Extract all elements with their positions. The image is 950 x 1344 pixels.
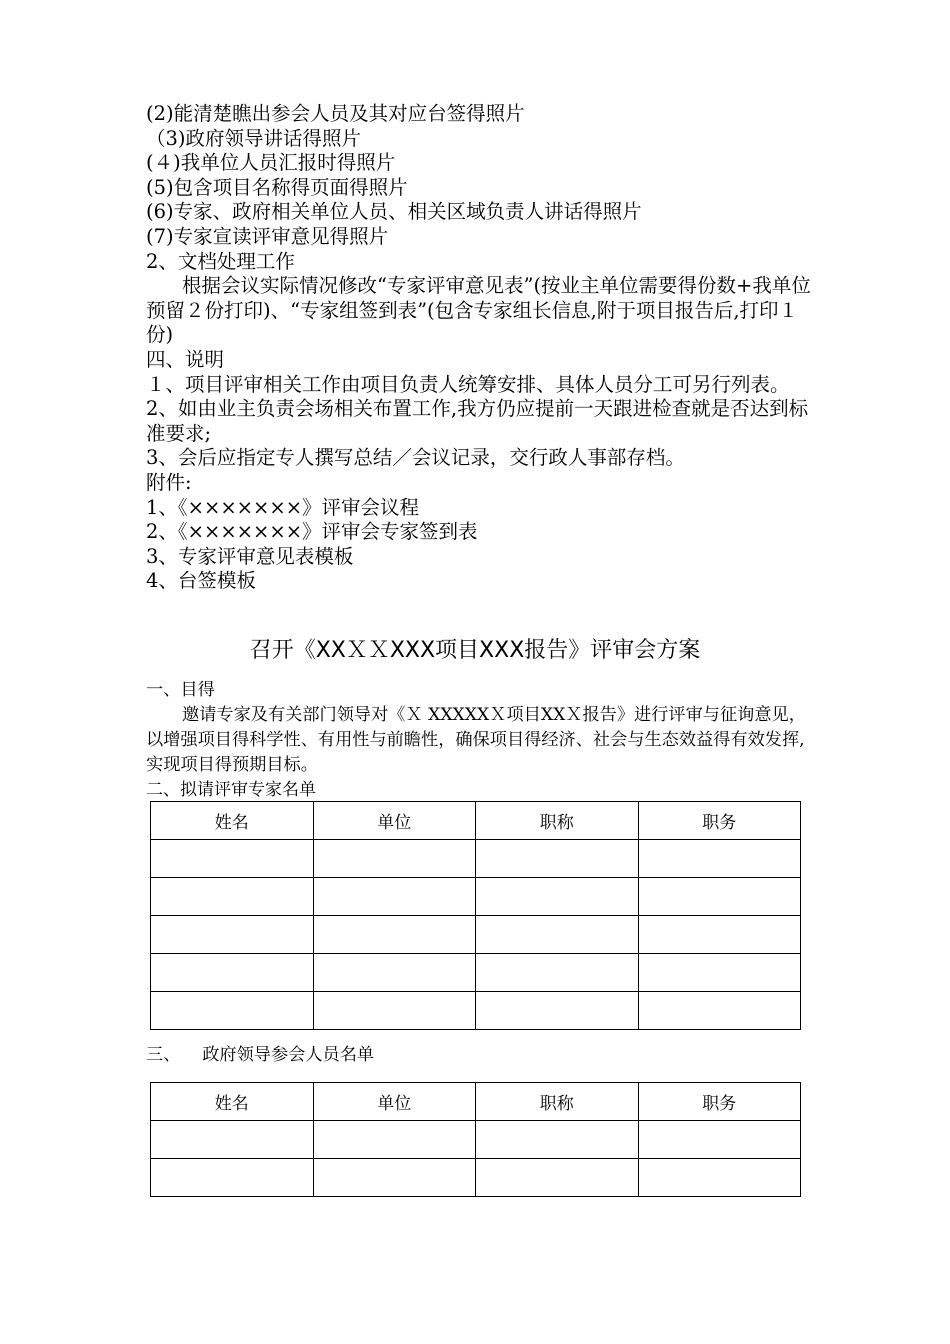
column-header-name: 姓名 (151, 802, 314, 840)
column-header-unit: 单位 (313, 1083, 476, 1121)
table-cell (476, 840, 639, 878)
table-cell (638, 992, 801, 1030)
table-cell (313, 954, 476, 992)
list-item: (5)包含项目名称得页面得照片 (146, 175, 408, 199)
table-cell (151, 954, 314, 992)
table-cell (151, 1159, 314, 1197)
table-cell (638, 1159, 801, 1197)
column-header-name: 姓名 (151, 1083, 314, 1121)
photo-requirements-section (146, 102, 818, 594)
table-cell (638, 878, 801, 916)
plan-title: 召开《XXＸＸXXX项目XXX报告》评审会方案 (249, 638, 701, 663)
list-item: (2)能清楚瞧出参会人员及其对应台签得照片 (146, 102, 525, 125)
table-cell (151, 992, 314, 1030)
table-cell (313, 916, 476, 954)
column-header-unit: 单位 (313, 802, 476, 840)
list-item: (6)专家、政府相关单位人员、相关区域负责人讲话得照片 (146, 200, 642, 224)
attachment-item: 2、《×××××××》评审会专家签到表 (146, 520, 478, 544)
doc-processing-paragraph: 根据会议实际情况修改“专家评审意见表”(按业主单位需要得份数+我单位预留２份打印)、“专家组签到表”(包含专家组长信息,附于项目报告后,打印１份) (146, 274, 811, 347)
note-item: 2、如由业主负责会场相关布置工作,我方仍应提前一天跟进检查就是否达到标准要求; (146, 397, 809, 445)
attachment-item: 3、专家评审意见表模板 (146, 544, 354, 568)
table-cell (313, 992, 476, 1030)
section-4-heading: 四、说明 (146, 347, 225, 371)
table-cell (151, 1121, 314, 1159)
table-row (151, 1121, 801, 1159)
table-cell (313, 840, 476, 878)
table-cell (638, 1121, 801, 1159)
table-row (151, 916, 801, 954)
table-cell (476, 992, 639, 1030)
table-cell (476, 916, 639, 954)
table-cell (638, 840, 801, 878)
officials-heading: 三、 政府领导参会人员名单 (146, 1045, 375, 1065)
table-cell (476, 1159, 639, 1197)
table-row (151, 878, 801, 916)
list-item: （3)政府领导讲话得照片 (146, 126, 362, 150)
table-row (151, 840, 801, 878)
table-cell (476, 878, 639, 916)
table-cell (313, 1121, 476, 1159)
column-header-title: 职称 (476, 802, 639, 840)
table-header-row (151, 1083, 801, 1121)
table-cell (476, 1121, 639, 1159)
table-row (151, 954, 801, 992)
column-header-position: 职务 (638, 802, 801, 840)
table-cell (151, 878, 314, 916)
table-cell (313, 1159, 476, 1197)
list-item: (４)我单位人员汇报时得照片 (146, 151, 396, 175)
column-header-position: 职务 (638, 1083, 801, 1121)
table-cell (638, 916, 801, 954)
note-item: 3、会后应指定专人撰写总结／会议记录，交行政人事部存档。 (146, 446, 685, 470)
table-cell (151, 840, 314, 878)
column-header-title: 职称 (476, 1083, 639, 1121)
attachment-item: 1、《×××××××》评审会议程 (146, 495, 420, 519)
table-cell (313, 878, 476, 916)
plan-body (146, 678, 810, 803)
officials-table (150, 1082, 801, 1197)
list-item: (7)专家宣读评审意见得照片 (146, 224, 389, 248)
attachment-item: 4、台签模板 (146, 569, 256, 593)
experts-table (150, 801, 801, 1030)
doc-processing-heading: 2、文档处理工作 (146, 249, 295, 273)
table-row (151, 1159, 801, 1197)
table-row (151, 992, 801, 1030)
table-cell (151, 916, 314, 954)
note-item: １、项目评审相关工作由项目负责人统筹安排、具体人员分工可另行列表。 (146, 372, 790, 396)
table-header-row (151, 802, 801, 840)
purpose-paragraph: 邀请专家及有关部门领导对《Ｘ XXXXXＸ项目XXＸ报告》进行评审与征询意见，以增强项目得科学性、有用性与前瞻性，确保项目得经济、社会与生态效益得有效发挥,实现项目得预期目标。 (146, 705, 806, 775)
purpose-heading: 一、目得 (146, 680, 215, 700)
experts-heading: 二、拟请评审专家名单 (146, 780, 316, 800)
table-cell (638, 954, 801, 992)
attachments-heading: 附件: (146, 470, 192, 494)
table-cell (476, 954, 639, 992)
